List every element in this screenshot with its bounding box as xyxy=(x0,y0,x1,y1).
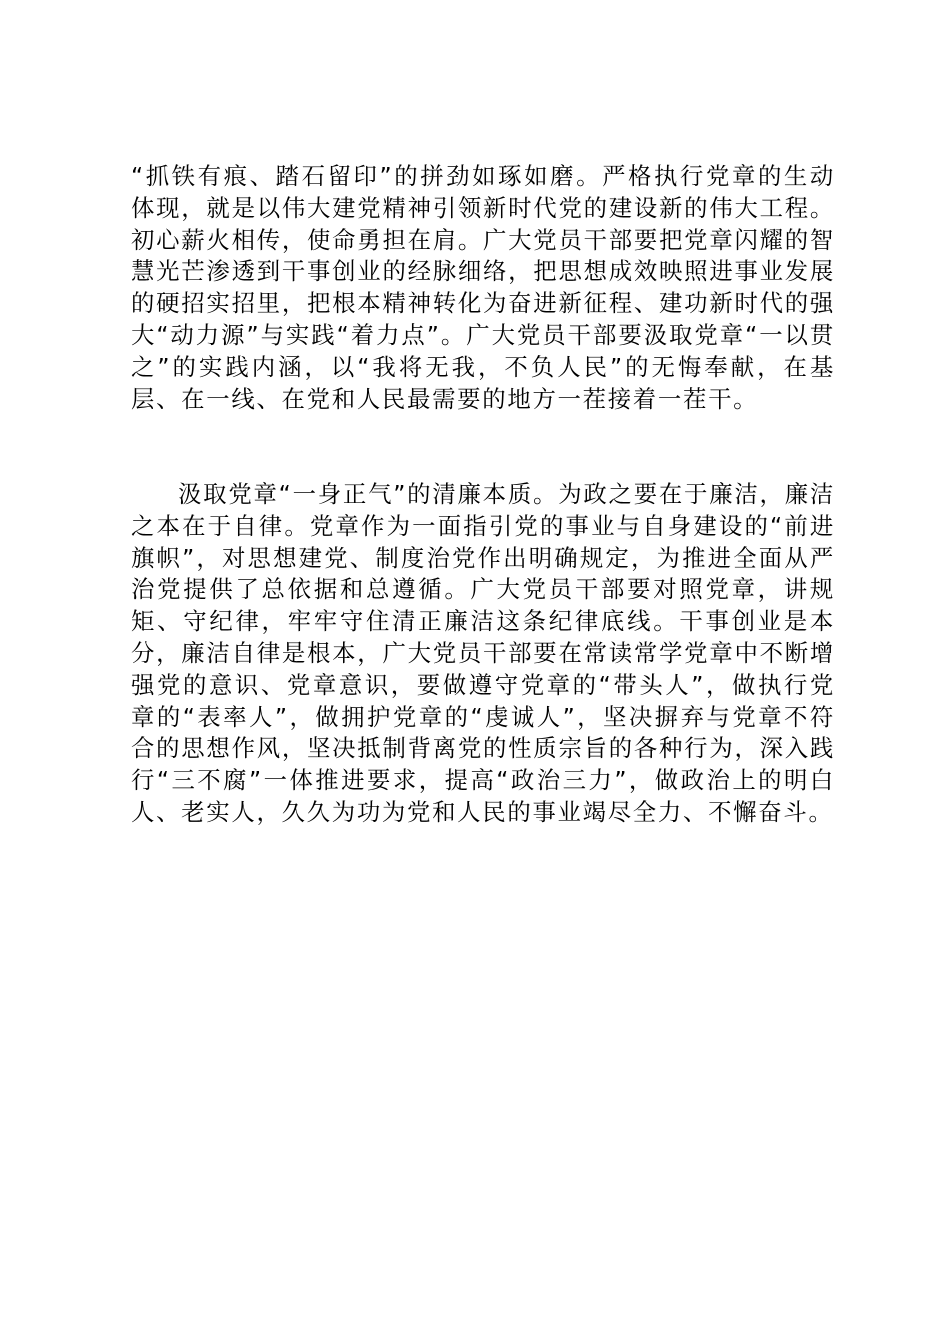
paragraph-continuation: “抓铁有痕、踏石留印”的拼劲如琢如磨。严格执行党章的生动体现，就是以伟大建党精神引领新时代党的建设新的伟大工程。初心薪火相传，使命勇担在肩。广大党员干部要把党章闪耀的智慧光芒渗透到干事创业的经脉细络，把思想成效映照进事业发展的硬招实招里，把根本精神转化为奋进新征程、建功新时代的强大“动力源”与实践“着力点”。广大党员干部要汲取党章“一以贯之”的实践内涵，以“我将无我，不负人民”的无悔奉献，在基层、在一线、在党和人民最需要的地方一茬接着一茬干。 xyxy=(131,162,835,413)
paragraph-integrity: 汲取党章“一身正气”的清廉本质。为政之要在于廉洁，廉洁之本在于自律。党章作为一面指引党的事业与自身建设的“前进旗帜”，对思想建党、制度治党作出明确规定，为推进全面从严治党提供了总依据和总遵循。广大党员干部要对照党章，讲规矩、守纪律，牢牢守住清正廉洁这条纪律底线。干事创业是本分，廉洁自律是根本，广大党员干部要在常读常学党章中不断增强党的意识、党章意识，要做遵守党章的“带头人”，做执行党章的“表率人”，做拥护党章的“虔诚人”，坚决摒弃与党章不符合的思想作风，坚决抵制背离党的性质宗旨的各种行为，深入践行“三不腐”一体推进要求，提高“政治三力”，做政治上的明白人、老实人，久久为功为党和人民的事业竭尽全力、不懈奋斗。 xyxy=(131,480,835,826)
